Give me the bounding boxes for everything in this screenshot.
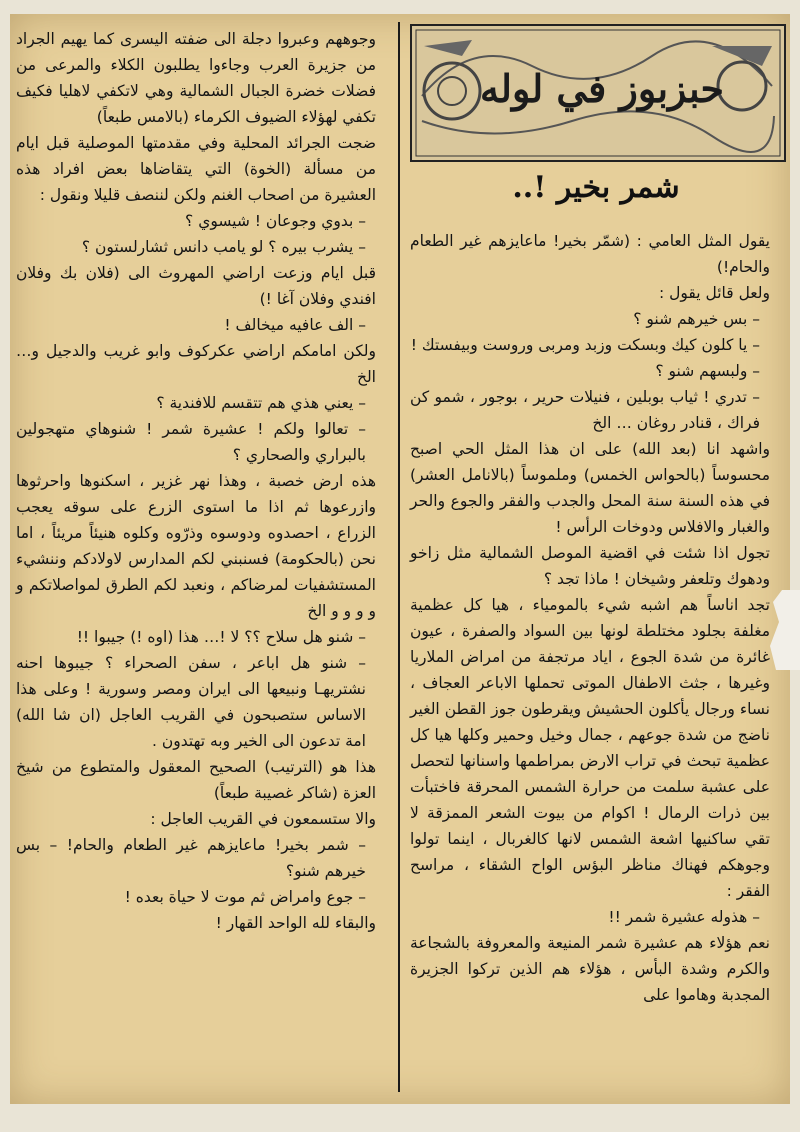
- left-column: [16, 26, 388, 936]
- dialogue-line: – شنو هل اباعر ، سفن الصحراء ؟ جيبوها احنه نشتريهـا ونبيعها الى ايران ومصر وسورية ! وعلى هذا الاساس ستصبحون في القريب العاجل (ان شا الله) امة تدعون الى الخير وبه تهتدون .: [16, 654, 366, 750]
- masthead-banner: [410, 24, 786, 162]
- paragraph: وجوههم وعبروا دجلة الى ضفته اليسرى كما يهيم الجراد من جزيرة العرب وجاءوا يطلبون الكلاء والمرعى من فضلات خضرة الجبال الشمالية وهي لاتكفي لاهليا فكيف تكفي لهؤلاء الضيوف الكرماء (بالامس طبعاً): [16, 30, 376, 126]
- paragraph: ولعل قائل يقول :: [658, 284, 770, 302]
- paragraph: ضجت الجرائد المحلية وفي مقدمتها الموصلية قبل ايام من مسألة (الخوة) التي يتقاضاها بعض افراد هذه العشيرة من اصحاب الغنم ولكن لننصف قليلا ونقول :: [16, 134, 376, 204]
- paragraph: هذه ارض خصبة ، وهذا نهر غزير ، اسكنوها واحرثوها وازرعوها ثم اذا ما استوى الزرع على سوقه يعجب الزراع ، احصدوه ودوسوه وذرّوه وكلوه هنيئاً مريئاً ، اما نحن (بالحكومة) فسنبني لكم المدارس لاولادكم وننشيء المستشفيات لمرضاكم ، ونعبد لكم الطرق لمواصلاتكم و و و و و الخ: [16, 472, 376, 620]
- column-divider: [398, 22, 400, 1092]
- paragraph: والبقاء لله الواحد القهار !: [215, 914, 376, 932]
- paragraph: هذا هو (الترتيب) الصحيح المعقول والمتطوع من شيخ العزة (شاكر غصيبة طبعاً): [16, 758, 376, 802]
- dialogue-line: – تدري ! ثياب بوبلين ، فنيلات حرير ، بوجور ، شمو كن فراك ، قنادر روغان … الخ: [410, 388, 760, 432]
- dialogue-line: – يشرب بيره ؟ لو يامب دانس ثشارلستون ؟: [81, 238, 366, 256]
- dialogue-line: – تعالوا ولكم ! عشيرة شمر ! شنوهاي متهجولين بالبراري والصحاري ؟: [16, 420, 366, 464]
- paragraph: يقول المثل العامي : (شمّر بخير! ماعايزهم غير الطعام والحام!): [410, 232, 770, 276]
- dialogue-line: – يعني هذي هم تتقسم للافندية ؟: [156, 394, 366, 412]
- dialogue-line: – بدوي وجوعان ! شيسوي ؟: [185, 212, 366, 230]
- dialogue-line: – الف عافيه ميخالف !: [224, 316, 366, 334]
- paragraph: نعم هؤلاء هم عشيرة شمر المنيعة والمعروفة بالشجاعة والكرم وشدة البأس ، هؤلاء هم الذين تركوا الجزيرة المجدبة وهاموا على: [410, 934, 770, 1004]
- dialogue-line: – شمر بخير! ماعايزهم غير الطعام والحام! – بس خيرهم شنو؟: [16, 836, 366, 880]
- right-column: [410, 228, 782, 1008]
- dialogue-line: – هذوله عشيرة شمر !!: [608, 908, 760, 926]
- article-headline: شمر بخير !..: [512, 170, 680, 205]
- paragraph: تجول اذا شئت في اقضية الموصل الشمالية مثل زاخو ودهوك وتلعفر وشيخان ! ماذا تجد ؟: [410, 544, 770, 588]
- paragraph: واشهد انا (بعد الله) على ان هذا المثل الحي اصبح محسوساً (بالحواس الخمس) وملموساً (بالانامل العشر) في هذه السنة سنة المحل والجدب والفقر والجوع والحر والغبار والافلاس ودوخات الرأس !: [410, 440, 770, 536]
- dialogue-line: – ولبسهم شنو ؟: [655, 362, 760, 380]
- dialogue-line: – بس خيرهم شنو ؟: [633, 310, 760, 328]
- paragraph: ولكن امامكم اراضي عكركوف وابو غريب والدجيل و… الخ: [16, 342, 376, 386]
- dialogue-line: – يا كلون كيك وبسكت وزبد ومربى وروست وبيفستك !: [410, 336, 760, 354]
- paragraph: تجد اناساً هم اشبه شيء بالمومياء ، هيا كل عظمية مغلفة بجلود مختلطة لونها بين السواد والصفرة ، عيون غائرة من شدة الجوع ، اياد مرتجفة من امراض الملاريا وغيرها ، جثث الاطفال الموتى تحملها الاباعر العجاف ، نساء ورجال يأكلون الحشيش ويقرطون جوز القطن الغير ناضج من شدة جوعهم ، جمال وخيل وحمير وكلها هيا كل عظمية تبحث في تراب الارض بمراطمها واسنانها لتحصل على عشبة سلمت من حرارة الشمس المحرقة فاختبأت بين ذرات الرمال ! اكوام من بيوت الشعر الممزقة لا تقي ساكنيها اشعة الشمس لانها كالغربال ، اينما تولوا وجوهكم فهناك مناظر البؤس الواح الشقاء ، مراسح الفقر :: [410, 596, 770, 900]
- paragraph: قبل ايام وزعت اراضي المهروث الى (فلان بك وفلان افندي وفلان آغا !): [16, 264, 376, 308]
- masthead-title: حبزبوز في لوله: [480, 66, 724, 111]
- paragraph: والا ستسمعون في القريب العاجل :: [150, 810, 376, 828]
- dialogue-line: – شنو هل سلاح ؟؟ لا !… هذا (اوه !) جيبوا !!: [76, 628, 366, 646]
- dialogue-line: – جوع وامراض ثم موت لا حياة بعده !: [124, 888, 366, 906]
